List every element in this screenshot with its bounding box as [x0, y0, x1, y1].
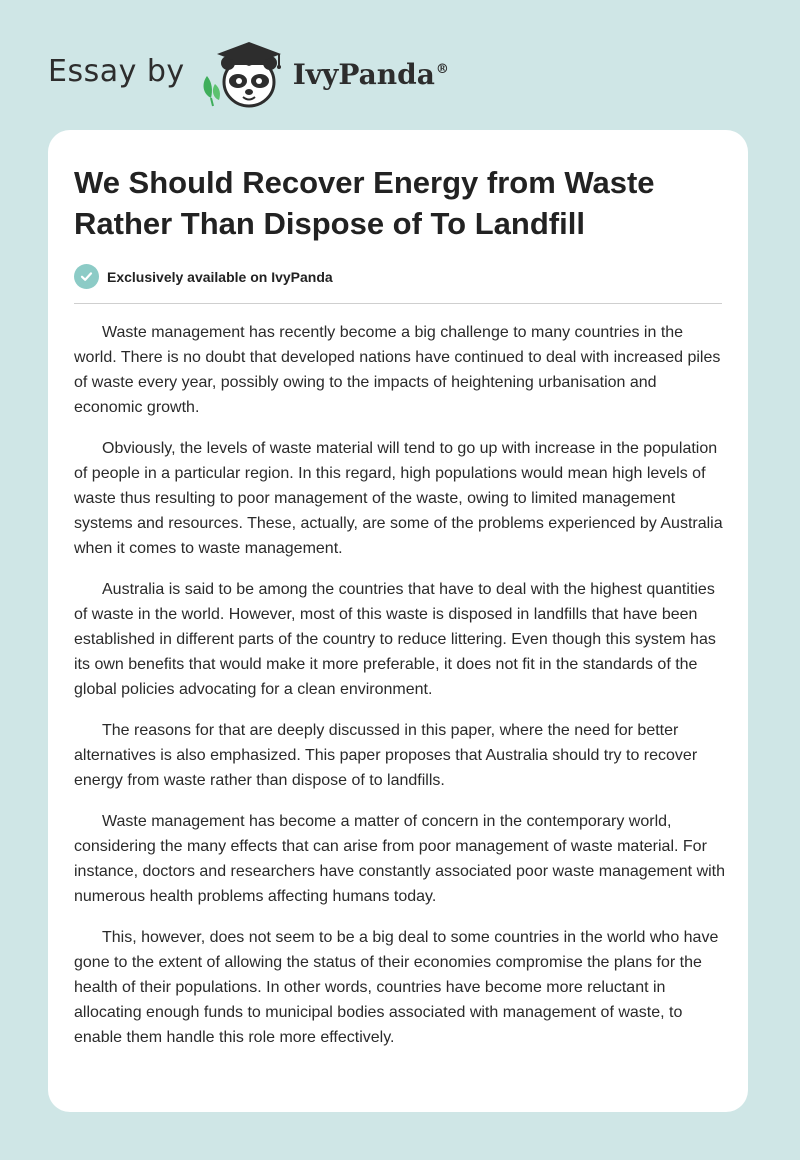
essay-card	[48, 130, 748, 1112]
paragraph: Waste management has become a matter of concern in the contemporary world, considering the many effects that can arise from poor management of waste material. For instance, doctors and researchers have constantly associated poor waste management with numerous health problems affecting humans today.	[74, 813, 726, 905]
paragraph: Waste management has recently become a big challenge to many countries in the world. There is no doubt that developed nations have continued to deal with increased piles of waste every year, possibly owing to the impacts of heightening urbanisation and economic growth.	[74, 324, 721, 416]
paragraph: The reasons for that are deeply discussed in this paper, where the need for better alternatives is also emphasized. This paper proposes that Australia should try to recover energy from waste rather than dispose of to landfills.	[74, 722, 698, 789]
paragraph: Australia is said to be among the countries that have to deal with the highest quantities of waste in the world. However, most of this waste is disposed in landfills that have been established in different parts of the country to reduce littering. Even though this system has its own benefits that would make it more preferable, it does not fit in the standards of the global policies advocating for a clean environment.	[74, 581, 716, 698]
paragraph: Obviously, the levels of waste material will tend to go up with increase in the population of people in a particular region. In this regard, high populations would mean high levels of waste thus resulting to poor management of the waste, owing to limited management systems and resources. These, actually, are some of the problems experienced by Australia when it comes to waste management.	[74, 440, 723, 557]
essay-title: We Should Recover Energy from Waste Rather Than Dispose of To Landfill	[74, 165, 655, 241]
essay-body	[74, 320, 726, 1066]
check-icon	[74, 264, 99, 289]
brand-name[interactable]: IvyPanda®	[292, 57, 449, 91]
paragraph: This, however, does not seem to be a big deal to some countries in the world who have gone to the extent of allowing the status of their economies compromise the plans for the health of their populations. In other words, countries have become more reluctant in allocating enough funds to municipal bodies associated with management of waste, to enable them handle this role more effectively.	[74, 929, 719, 1046]
exclusive-badge	[74, 264, 333, 289]
divider	[74, 303, 722, 304]
panda-logo-icon[interactable]	[199, 36, 291, 110]
site-header	[48, 36, 449, 110]
brand-prefix: Essay by	[48, 53, 185, 89]
badge-label: Exclusively available on IvyPanda	[107, 268, 333, 285]
